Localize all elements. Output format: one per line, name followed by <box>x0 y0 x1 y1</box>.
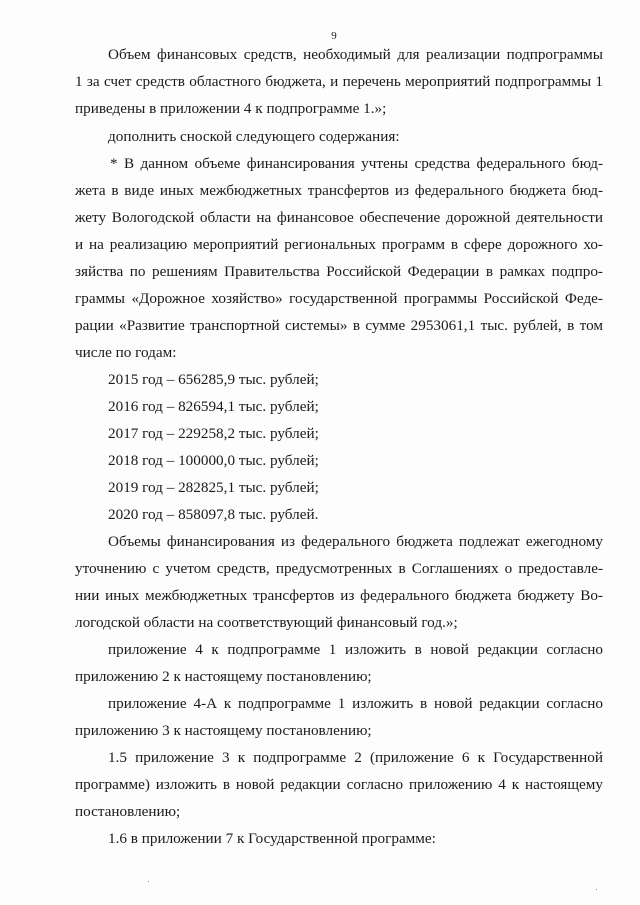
text-line: логодской области на соответствующий финансовый год.»; <box>75 614 458 631</box>
text-line: 2019 год – 282825,1 тыс. рублей; <box>108 479 319 496</box>
text-line: дополнить сноской следующего содержания: <box>108 128 400 145</box>
text-line: 2015 год – 656285,9 тыс. рублей; <box>108 371 319 388</box>
text-line: нии иных межбюджетных трансфертов из федерального бюджета бюджету Во- <box>75 587 603 604</box>
text-line: постановлению; <box>75 803 181 820</box>
text-line: приложению 2 к настоящему постановлению; <box>75 668 372 685</box>
scan-speck <box>148 881 149 882</box>
text-line: 2018 год – 100000,0 тыс. рублей; <box>108 452 319 469</box>
text-line: Объем финансовых средств, необходимый для реализации подпрограммы <box>108 46 603 63</box>
text-line: зяйства по решениям Правительства Российской Федерации в рамках подпро- <box>75 263 603 280</box>
text-line: и на реализацию мероприятий региональных программ в сфере дорожного хо- <box>75 236 603 253</box>
text-line: рации «Развитие транспортной системы» в сумме 2953061,1 тыс. рублей, в том <box>75 317 603 334</box>
text-line: 2020 год – 858097,8 тыс. рублей. <box>108 506 319 523</box>
text-line: числе по годам: <box>75 344 177 361</box>
text-line: уточнению с учетом средств, предусмотренных в Соглашениях о предоставле- <box>75 560 603 577</box>
text-line: приложению 3 к настоящему постановлению; <box>75 722 372 739</box>
text-line: 1 за счет средств областного бюджета, и перечень мероприятий подпрограммы 1 <box>75 73 603 90</box>
text-line: граммы «Дорожное хозяйство» государственной программы Российской Феде- <box>75 290 603 307</box>
text-line: Объемы финансирования из федерального бюджета подлежат ежегодному <box>108 533 603 550</box>
text-line: 1.6 в приложении 7 к Государственной программе: <box>108 830 436 847</box>
text-line: программе) изложить в новой редакции согласно приложению 4 к настоящему <box>75 776 603 793</box>
text-line: жета в виде иных межбюджетных трансфертов из федерального бюджета бюд- <box>75 182 603 199</box>
scan-speck <box>596 889 597 890</box>
text-line: * В данном объеме финансирования учтены средства федерального бюд- <box>110 155 603 172</box>
text-line: 1.5 приложение 3 к подпрограмме 2 (приложение 6 к Государственной <box>108 749 603 766</box>
text-line: 2016 год – 826594,1 тыс. рублей; <box>108 398 319 415</box>
text-line: жету Вологодской области на финансовое обеспечение дорожной деятельности <box>75 209 603 226</box>
text-line: приведены в приложении 4 к подпрограмме 1.»; <box>75 100 387 117</box>
page-number: 9 <box>331 30 337 42</box>
text-line: приложение 4 к подпрограмме 1 изложить в новой редакции согласно <box>108 641 603 658</box>
text-line: приложение 4-А к подпрограмме 1 изложить в новой редакции согласно <box>108 695 603 712</box>
text-line: 2017 год – 229258,2 тыс. рублей; <box>108 425 319 442</box>
